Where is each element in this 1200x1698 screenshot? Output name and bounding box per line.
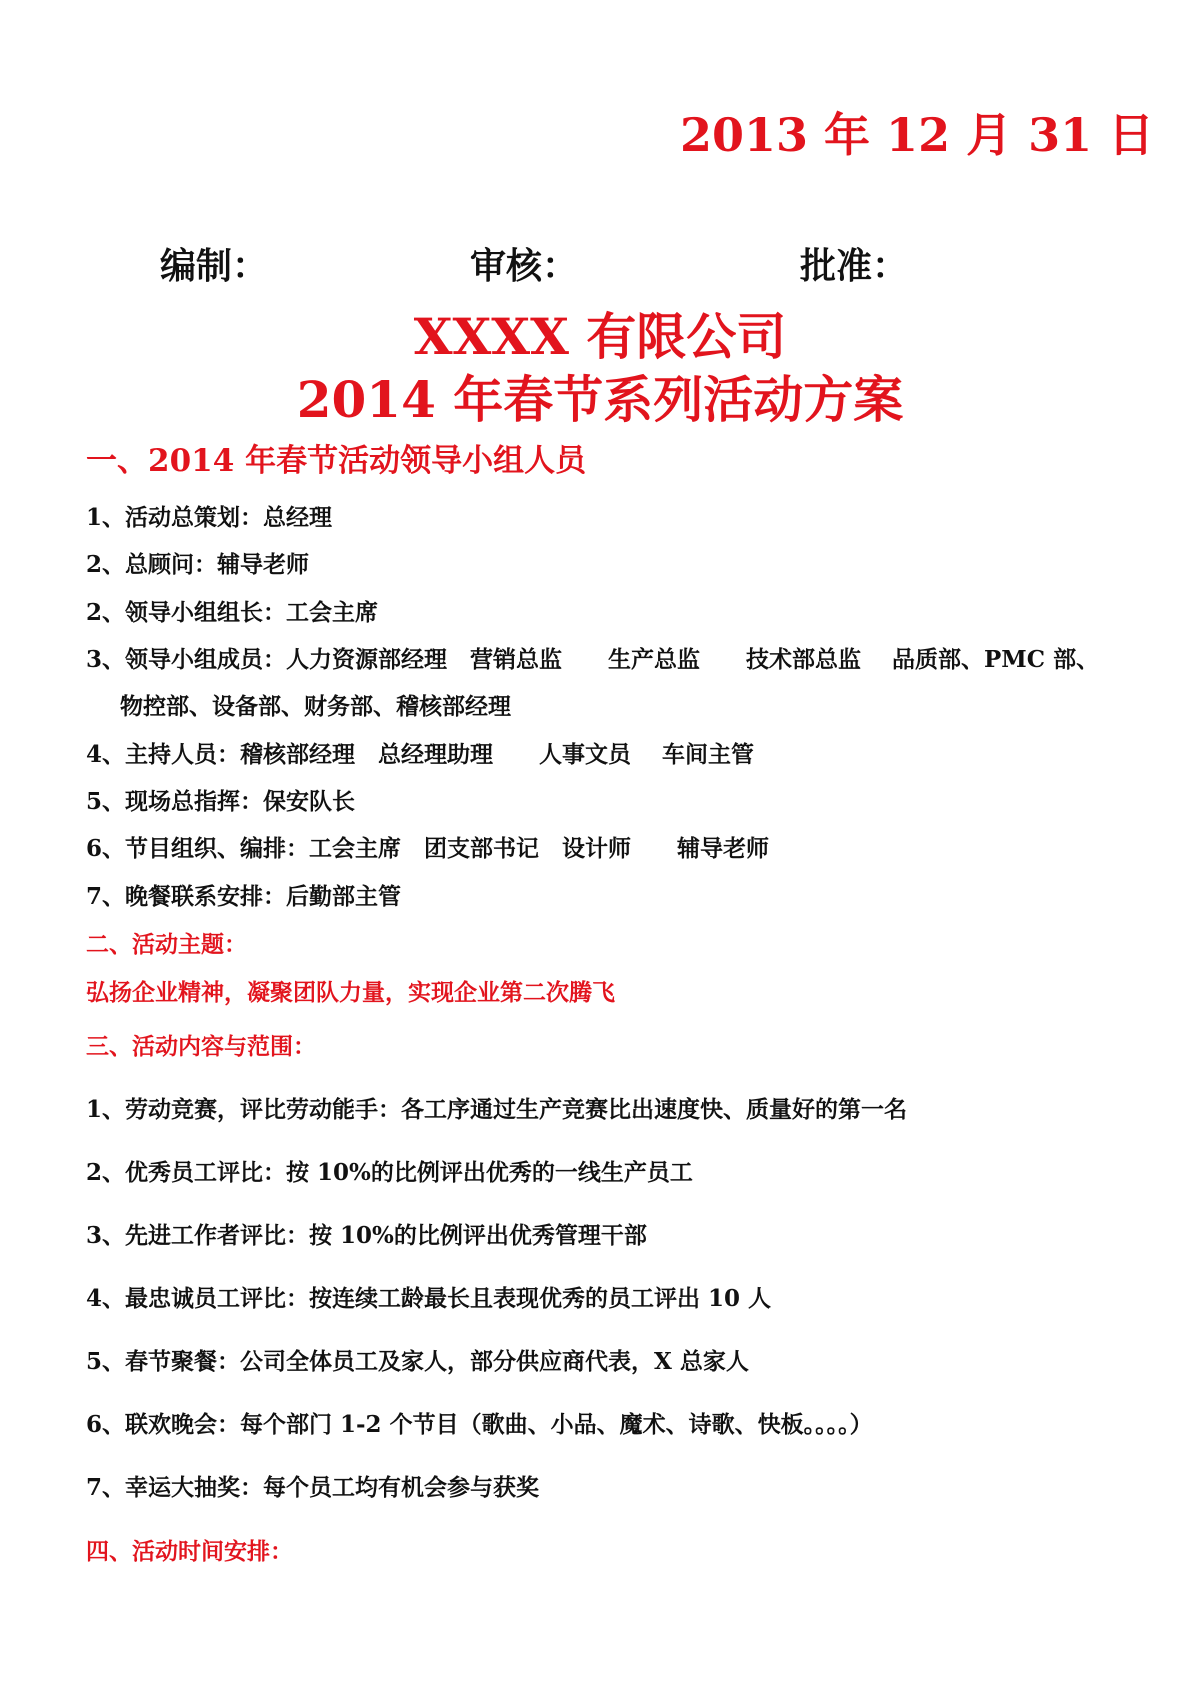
section1-item-continued: 物控部、设备部、财务部、稽核部经理 [120, 693, 511, 720]
section3-item: 4、最忠诚员工评比：按连续工龄最长且表现优秀的员工评出 10 人 [86, 1285, 772, 1312]
section1-item: 2、总顾问：辅导老师 [86, 551, 310, 578]
section3-item: 1、劳动竞赛，评比劳动能手：各工序通过生产竞赛比出速度快、质量好的第一名 [86, 1096, 908, 1123]
section1-item: 4、主持人员：稽核部经理 总经理助理 人事文员 车间主管 [86, 741, 755, 768]
section1-item: 7、晚餐联系安排：后勤部主管 [86, 883, 402, 910]
section2-heading: 二、活动主题： [86, 931, 247, 958]
section3-item: 5、春节聚餐：公司全体员工及家人，部分供应商代表，X 总家人 [86, 1348, 749, 1375]
prepared-by-label: 编制： [160, 245, 269, 287]
section4-heading: 四、活动时间安排： [86, 1538, 293, 1565]
reviewed-by-label: 审核： [470, 245, 579, 287]
section1-item: 6、节目组织、编排：工会主席 团支部书记 设计师 辅导老师 [86, 835, 770, 862]
document-title-company: XXXX 有限公司 [413, 307, 787, 366]
signoff-row [0, 245, 1200, 298]
section1-item: 3、领导小组成员：人力资源部经理 营销总监 生产总监 技术部总监 品质部、PMC 部、 [86, 646, 1100, 673]
section3-item: 6、联欢晚会：每个部门 1-2 个节目（歌曲、小品、魔术、诗歌、快板。。。。） [86, 1411, 873, 1438]
section1-heading: 一、2014 年春节活动领导小组人员 [86, 443, 587, 479]
section1-item: 2、领导小组组长：工会主席 [86, 599, 379, 626]
section1-item: 5、现场总指挥：保安队长 [86, 788, 356, 815]
section3-item: 7、幸运大抽奖：每个员工均有机会参与获奖 [86, 1474, 540, 1501]
approved-by-label: 批准： [800, 245, 909, 287]
section3-item: 3、先进工作者评比：按 10%的比例评出优秀管理干部 [86, 1222, 647, 1249]
section1-item: 1、活动总策划：总经理 [86, 504, 333, 531]
section3-item: 2、优秀员工评比：按 10%的比例评出优秀的一线生产员工 [86, 1159, 693, 1186]
section3-heading: 三、活动内容与范围： [86, 1033, 316, 1060]
document-title-plan: 2014 年春节系列活动方案 [296, 370, 904, 429]
document-date: 2013 年 12 月 31 日 [680, 108, 1155, 162]
section2-theme: 弘扬企业精神，凝聚团队力量，实现企业第二次腾飞 [86, 979, 615, 1006]
